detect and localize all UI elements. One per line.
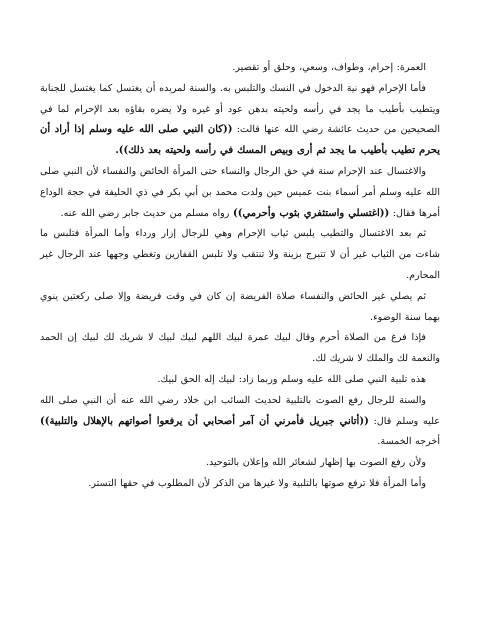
text-run: ثم يصلي غير الحائض والنفساء صلاة الفريضة إن كان في وقت فريضة وإلا صلى ركعتين ينوي بهما سنة الوضوء. <box>40 290 440 323</box>
document-text <box>40 58 440 495</box>
text-run: وأما المرأة فلا ترفع صوتها بالتلبية ولا غيرها من الذكر لأن المطلوب في حقها التستر. <box>88 477 426 489</box>
text-run: العمرة: إحرام، وطواف، وسعي، وحلق أو تقصير. <box>232 62 426 73</box>
text-run: فأما الإحرام فهو نية الدخول في النسك والتلبس به. والسنة لمريده أن يغتسل كما يغتسل للجنابة ويتطيب بأطيب ما يجد في رأسه ولحيته بدهن عود أو غيره ولا يضره بقاؤه بعد الإحرام لما في الصحيحين من حديث عائشة رضي الله عنها قالت: <box>40 82 440 136</box>
paragraph <box>40 391 440 453</box>
paragraph <box>40 370 440 391</box>
text-run: ثم بعد الاغتسال والتطيب يلبس ثياب الإحرام وهي للرجال إزار ورداء وأما المرأة فتلبس ما شاءت من الثياب غير أن لا تتبرج بزينة ولا تنتقب ولا تلبس القفازين وتغطي وجهها عند الرجال غير المحارم. <box>40 228 440 281</box>
text-run: ولأن رفع الصوت بها إظهار لشعائر الله وإعلان بالتوحيد. <box>205 457 426 469</box>
paragraph <box>40 162 440 224</box>
paragraph <box>40 474 440 495</box>
text-run: هذه تلبية النبي صلى الله عليه وسلم وربما زاد: لبيك إله الحق لبيك. <box>157 373 426 385</box>
paragraph <box>40 224 440 286</box>
paragraph <box>40 79 440 162</box>
text-run: أخرجه الخمسة. <box>377 436 440 448</box>
paragraph <box>40 453 440 474</box>
hadith-quote: ((كان النبي صلى الله عليه وسلم إذا أراد أن يحرم تطيب بأطيب ما يجد ثم أرى وبيص المسك في رأسه ولحيته بعد ذلك)). <box>40 124 440 157</box>
text-run: فإذا فرغ من الصلاة أحرم وقال لبيك عمرة لبيك اللهم لبيك لبيك لا شريك لك لبيك إن الحمد والنعمة لك والملك لا شريك لك. <box>40 332 440 365</box>
text-run: رواه مسلم من حديث جابر رضي الله عنه. <box>60 207 233 219</box>
paragraph <box>40 58 440 79</box>
hadith-quote: ((اغتسلي واستثفري بثوب وأحرمي)) <box>232 207 390 219</box>
text-run: والسنة للرجال رفع الصوت بالتلبية لحديث السائب ابن خلاد رضي الله عنه أن النبي صلى الله عليه وسلم قال: <box>40 394 440 427</box>
text-run: والاغتسال عند الإحرام سنة في حق الرجال والنساء حتى المرأة الحائض والنفساء لأن النبي صلى الله عليه وسلم أمر أسماء بنت عميس حين ولدت محمد بن أبي بكر في ذي الحليفة في حجة الوداع أمرها فقال: <box>40 165 440 219</box>
hadith-quote: ((أتاني جبريل فأمرني أن آمر أصحابي أن يرفعوا أصواتهم بالإهلال والتلبية)) <box>40 415 369 427</box>
paragraph <box>40 328 440 370</box>
paragraph <box>40 287 440 329</box>
